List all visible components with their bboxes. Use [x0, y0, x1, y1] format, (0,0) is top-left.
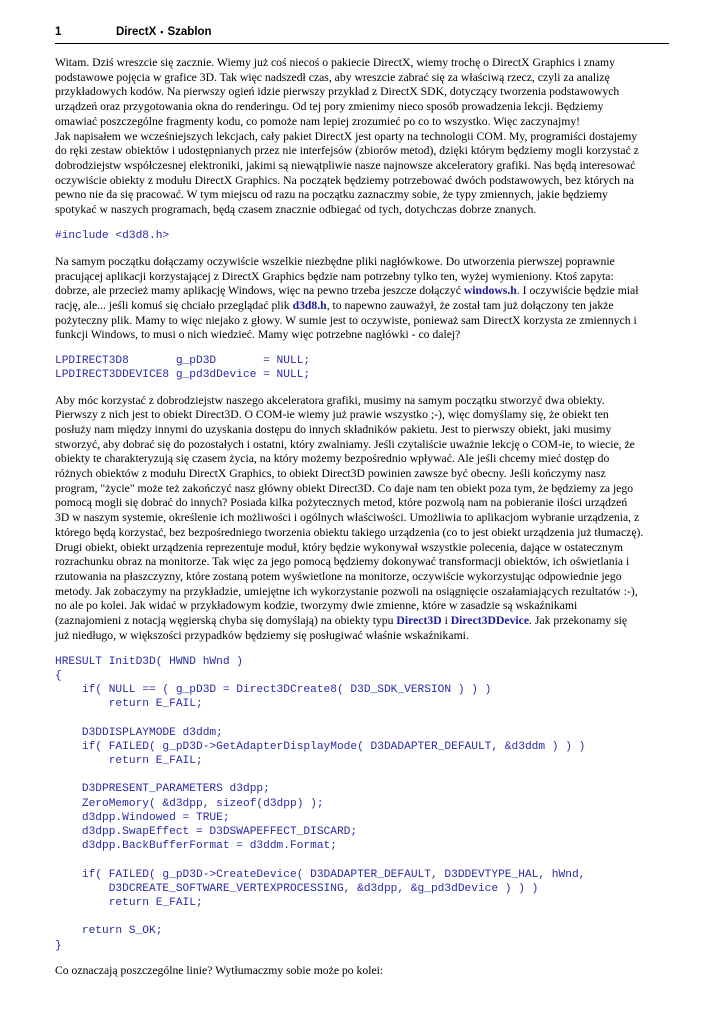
document-page	[55, 26, 669, 978]
text-segment: rzutowania na płaszczyzny, które zostaną potem wyświetlone na monitorze, oczywiście wykorzystując odpowiednie jego	[55, 570, 622, 583]
text-line	[55, 599, 669, 614]
paragraph-objects	[55, 394, 669, 644]
paragraph-headers	[55, 255, 669, 343]
text-line	[55, 423, 669, 438]
text-line	[55, 328, 669, 343]
text-line: pewno nie da się pracować. W tym miejscu od razu na początku zaznaczmy sobie, że typy zmiennych, jakie będziemy	[55, 188, 608, 202]
text-line	[55, 314, 669, 329]
highlighted-term: windows.h	[463, 284, 517, 298]
text-line	[55, 408, 669, 423]
text-segment: stworzyć, aby dobrać się do pozostałych i ostatni, który zwalniamy. Jeśli czytaliście uważnie lekcję o COM-ie, to wiecie, że	[55, 437, 635, 451]
highlighted-term: Direct3D	[396, 614, 442, 628]
text-line	[55, 555, 669, 570]
text-segment: Aby móc korzystać z dobrodziejstw naszego akceleratora grafiki, musimy na samym początku stworzyć dwa obiekty.	[55, 393, 605, 407]
text-segment: . Jak przekonamy się	[529, 614, 628, 628]
text-segment: no ale po kolei. Jak widać w przykładowym kodzie, tworzymy dwie zmienne, które w zasadzie są wskaźnikami	[55, 599, 578, 613]
text-line	[55, 570, 669, 585]
text-segment: rozrachunku obraz na monitorze. Tak więc za jego pomocą będziemy dokonywać transformacji obiektów, ich oświetlania i	[55, 555, 630, 569]
text-line	[55, 629, 669, 644]
text-line	[55, 614, 669, 629]
text-segment: (zaznajomieni z notacją węgierską chyba się domyślają) na obiekty typu	[55, 614, 397, 628]
text-segment: pracującej aplikacji korzystającej z DirectX Graphics będzie nam potrzebny tylko ten, wyżej wymieniony. Ktoś zapyta:	[55, 269, 614, 283]
text-line: przykładowych kodów. Na pierwszy ogień idzie pierwszy przykład z DirectX SDK, dotyczący tworzenia podstawowych	[55, 85, 620, 99]
text-line	[55, 255, 669, 270]
text-line	[55, 270, 669, 285]
text-segment: obiekty te charakteryzują się czasem życia, na który możemy bezpośrednio wpływać. Ale jeśli chcemy mieć dostęp do	[55, 452, 610, 466]
text-line	[55, 438, 669, 453]
paragraph-next: Co oznaczają poszczególne linie? Wytłumaczmy sobie może po kolei:	[55, 963, 384, 977]
highlighted-term: d3d8.h	[292, 299, 327, 313]
text-segment: pożyteczny plik. Mamy to więc niejako z głowy. W sumie jest to oczywiste, ponieważ sam DirectX korzysta ze zmiennych i	[55, 313, 637, 327]
text-line	[55, 482, 669, 497]
text-line: oczywiście obiekty z modułu DirectX Graphics. Na początek będziemy potrzebować dwóch podstawowych, bez których na	[55, 173, 634, 187]
text-line	[55, 585, 669, 600]
text-segment: dobrze, ale przecież mamy aplikację Windows, więc na pewno trzeba jeszcze dołączyć	[55, 284, 464, 298]
text-segment: którego będą korzystać, bez bezpośredniego tworzenia obiektu takiego urządzenia (co to jest obiekt urządzenia już tłumaczę).	[55, 525, 644, 539]
text-segment: rację, ale... jeśli komuś się chciało przeglądać plik	[55, 299, 293, 313]
text-line	[55, 299, 669, 314]
text-segment: program, "życie" może też zakończyć nasz główny obiekt Direct3D. Co daje nam ten obiekt poza tym, że będziemy za jego	[55, 481, 634, 495]
text-segment: Drugi obiekt, obiekt urządzenia reprezentuje moduł, który będzie wykonywał wszystkie polecenia, dające w ostatecznym	[55, 540, 623, 554]
highlighted-term: Direct3DDevice	[450, 614, 530, 628]
text-line: Jak napisałem we wcześniejszych lekcjach, cały pakiet DirectX jest oparty na technologii COM. My, programiści dostajemy	[55, 129, 638, 143]
text-line	[55, 394, 669, 409]
text-segment: Pierwszy z nich jest to obiekt Direct3D. O COM-ie wiemy już prawie wszystko ;-), więc domyślamy się, że obiekt ten	[55, 408, 609, 422]
header-separator: ▪	[160, 27, 164, 37]
text-segment: Na samym początku dołączamy oczywiście wszelkie niezbędne pliki nagłówkowe. Do utworzenia pierwszej poprawnie	[55, 254, 615, 268]
code-globals: LPDIRECT3D8 g_pD3D = NULL; LPDIRECT3DDEVICE8 g_pd3dDevice = NULL;	[55, 355, 311, 382]
text-line: do ręki zestaw obiektów i udostępnianych przez nie interfejsów (zbiorów metod), dzięki którym będziemy mogli korzystać z	[55, 144, 639, 158]
text-segment: pomocą mogli się dobrać do innych? Posiada kilka pożytecznych metod, które pozwolą nam na pobieranie ilości urządzeń	[55, 496, 628, 510]
text-segment: już niedługo, w większości przypadków będziemy się posługiwać właśnie wskaźnikami.	[55, 628, 469, 642]
code-initd3d: HRESULT InitD3D( HWND hWnd ) { if( NULL == ( g_pD3D = Direct3DCreate8( D3D_SDK_VERSION ) ) ) return E_FAIL; D3DDISPLAYMODE d3ddm; if( FAILED( g_pD3D->GetAdapterDisplayMode( D3DADAPTER_DEFAULT, &d3ddm ) ) ) return E_FAIL; D3DPRESENT_PARAMETERS d3dpp; ZeroMemory( &d3dpp, sizeof(d3dpp) ); d3dpp.Windowed = TRUE; d3dpp.SwapEffect = D3DSWAPEFFECT_DISCARD; d3dpp.BackBufferFormat = d3ddm.Format; if( FAILED( g_pD3D->CreateDevice( D3DADAPTER_DEFAULT, D3DDEVTYPE_HAL, hWnd, D3DCREATE_SOFTWARE_VERTEXPROCESSING, &d3dpp, &g_pd3dDevice ) ) ) return E_FAIL; return S_OK; }	[55, 655, 586, 952]
text-segment: i	[441, 614, 451, 628]
text-line: urządzeń oraz przygotowania okna do renderingu. Od tej pory zmienimy nieco sposób prowadzenia lekcji. Będziemy	[55, 100, 604, 114]
text-line	[55, 496, 669, 511]
text-line: podstawowe pojęcia w grafice 3D. Tak więc nadszedł czas, aby wreszcie zabrać się za właściwą rzecz, czyli za analizę	[55, 70, 610, 84]
header-right: Szablon	[167, 26, 212, 38]
text-line	[55, 511, 669, 526]
text-segment: metody. Jak zobaczymy na przykładzie, umiejętne ich wykorzystanie pozwoli na osiągnięcie oszałamiających rezultatów :-),	[55, 584, 638, 598]
text-segment: funkcji Windows, to musi o nich wiedzieć. Mamy więc potrzebne nagłówki - co dalej?	[55, 328, 461, 342]
text-line: dobrodziejstw współczesnej elektroniki, jakimi są niewątpliwie nasze najnowsze akceleratory grafiki. Nas będą interesować	[55, 158, 636, 172]
text-line	[55, 467, 669, 482]
text-line	[55, 541, 669, 556]
text-segment: . I oczywiście będzie miał	[516, 284, 639, 298]
text-line	[55, 284, 669, 299]
page-header	[55, 26, 669, 44]
text-line: spotykać w naszych programach, będą czasem znacznie odbiegać od tych, dotychczas dobrze znanych.	[55, 203, 537, 217]
text-segment: , to napewno zauważył, że został tam już dołączony ten jakże	[326, 299, 614, 313]
paragraph-intro	[55, 56, 669, 218]
text-segment: 3D w naszym systemie, określenie ich możliwości i ogólnych właściwości. Umożliwia to aplikacjom wybranie urządzenia, z	[55, 511, 640, 525]
text-segment: różnych obiektów z modułu DirectX Graphics, to obiekt Direct3D powinien zawsze być obecny. Jeśli kończymy nasz	[55, 467, 606, 481]
text-line: omawiać poszczególne fragmenty kodu, co pomoże nam lepiej zrozumieć po co to wszystko. Więc zaczynajmy!	[55, 114, 581, 128]
text-segment: posłuży nam między innymi do uzyskania dostępu do innych składników pakietu. Jest to pierwszy obiekt, jaki musimy	[55, 422, 612, 436]
code-include: #include <d3d8.h>	[55, 229, 170, 242]
text-line	[55, 452, 669, 467]
header-left: DirectX	[116, 26, 157, 38]
text-line	[55, 526, 669, 541]
text-line: Witam. Dziś wreszcie się zacznie. Wiemy już coś niecoś o pakiecie DirectX, wiemy trochę o DirectX Graphics i znamy	[55, 56, 615, 69]
page-number: 1	[55, 26, 62, 38]
